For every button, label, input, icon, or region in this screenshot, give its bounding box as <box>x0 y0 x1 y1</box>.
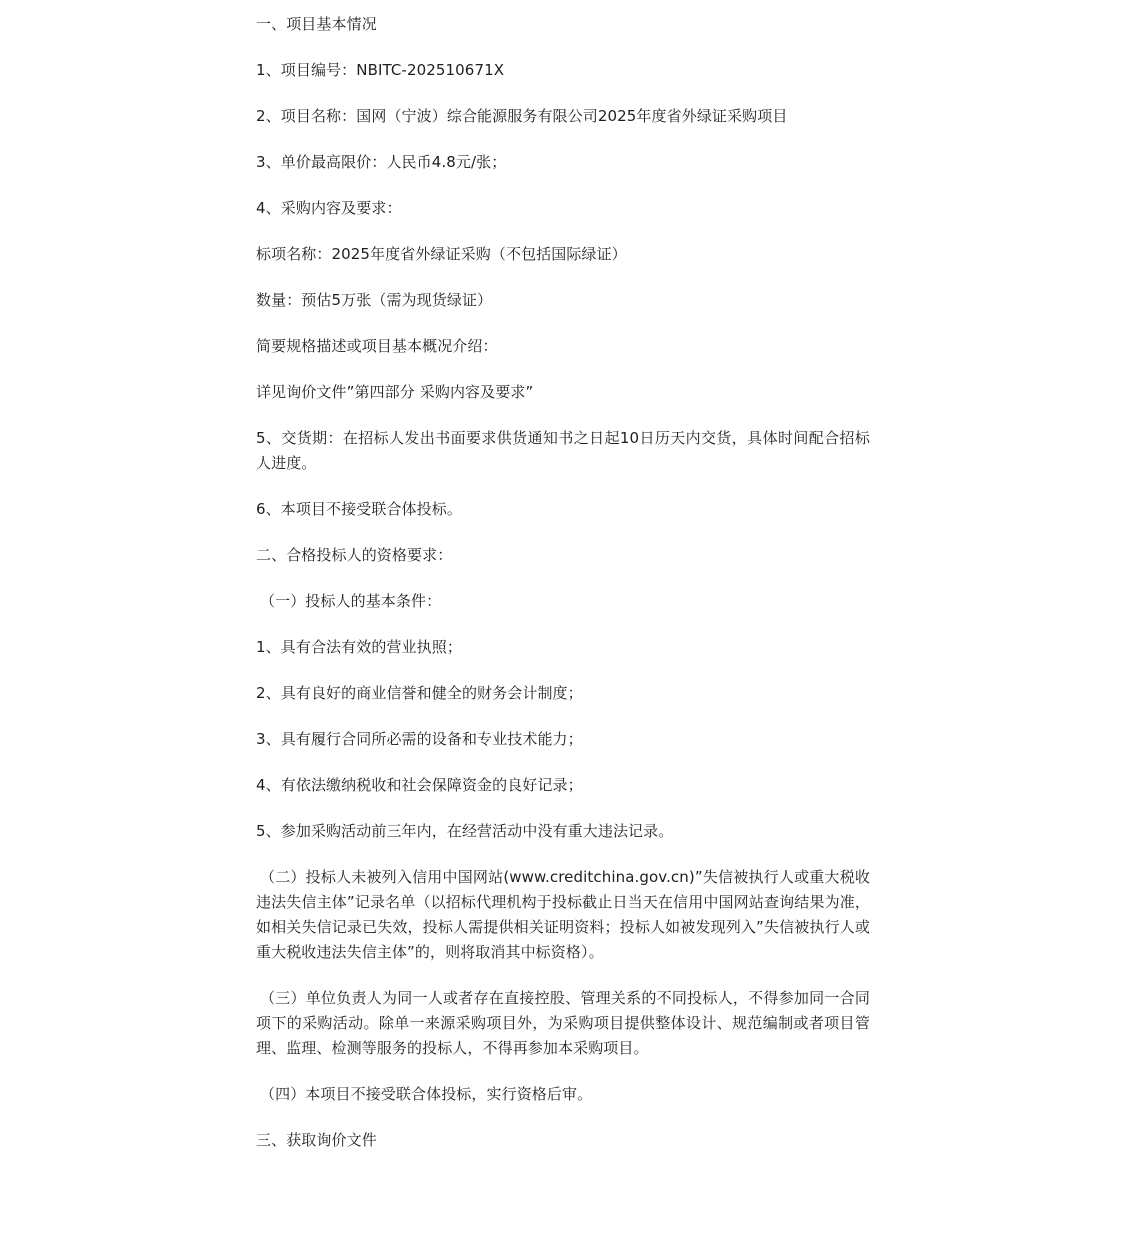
basic-condition-item: 5、参加采购活动前三年内，在经营活动中没有重大违法记录。 <box>256 822 674 840</box>
lot-name: 标项名称：2025年度省外绿证采购（不包括国际绿证） <box>256 245 627 263</box>
section-heading-obtain-documents: 三、获取询价文件 <box>256 1131 377 1149</box>
related-party-restriction: （三）单位负责人为同一人或者存在直接控股、管理关系的不同投标人，不得参加同一合同项下的采购活动。除单一来源采购项目外，为采购项目提供整体设计、规范编制或者项目管理、监理、检测等服务的投标人，不得再参加本采购项目。 <box>256 989 870 1057</box>
basic-condition-item: 4、有依法缴纳税收和社会保障资金的良好记录； <box>256 776 583 794</box>
basic-conditions-heading: （一）投标人的基本条件： <box>260 592 442 610</box>
document-body <box>256 12 870 1174</box>
basic-condition-item: 3、具有履行合同所必需的设备和专业技术能力； <box>256 730 583 748</box>
quantity: 数量：预估5万张（需为现货绿证） <box>256 291 493 309</box>
procurement-requirements-label: 4、采购内容及要求： <box>256 199 402 217</box>
section-heading-project-info: 一、项目基本情况 <box>256 15 377 33</box>
project-name: 2、项目名称：国网（宁波）综合能源服务有限公司2025年度省外绿证采购项目 <box>256 107 788 125</box>
basic-condition-item: 2、具有良好的商业信誉和健全的财务会计制度； <box>256 684 583 702</box>
post-qualification-review: （四）本项目不接受联合体投标，实行资格后审。 <box>260 1085 593 1103</box>
project-number: 1、项目编号：NBITC-202510671X <box>256 61 505 79</box>
section-heading-qualifications: 二、合格投标人的资格要求： <box>256 546 453 564</box>
spec-description-label: 简要规格描述或项目基本概况介绍： <box>256 337 498 355</box>
credit-record-requirement: （二）投标人未被列入信用中国网站(www.creditchina.gov.cn)”失信被执行人或重大税收违法失信主体”记录名单（以招标代理机构于投标截止日当天在信用中国网站查询结果为准，如相关失信记录已失效，投标人需提供相关证明资料；投标人如被发现列入”失信被执行人或重大税收违法失信主体”的，则将取消其中标资格）。 <box>256 868 870 961</box>
delivery-period: 5、交货期：在招标人发出书面要求供货通知书之日起10日历天内交货，具体时间配合招标人进度。 <box>256 429 870 472</box>
max-unit-price: 3、单价最高限价：人民币4.8元/张； <box>256 153 507 171</box>
basic-condition-item: 1、具有合法有效的营业执照； <box>256 638 462 656</box>
no-consortium-bidding: 6、本项目不接受联合体投标。 <box>256 500 462 518</box>
spec-description-detail: 详见询价文件”第四部分 采购内容及要求” <box>256 383 534 401</box>
